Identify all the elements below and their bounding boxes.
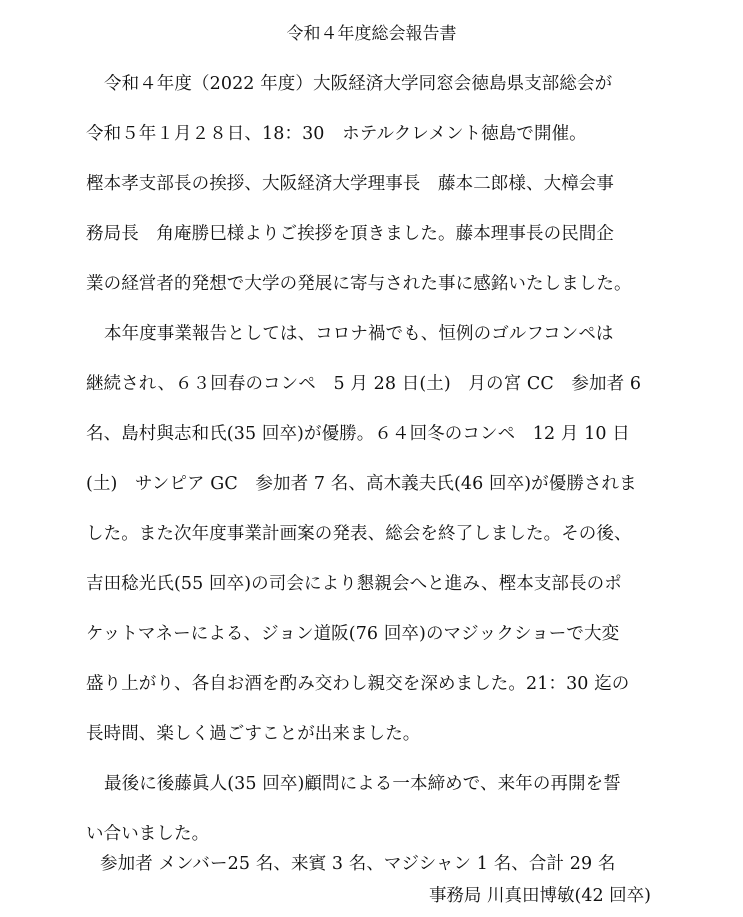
paragraph-line-16: い合いました。: [86, 824, 210, 844]
paragraph-line-12: ケットマネーによる、ジョン道阪(76 回卒)のマジックショーで大変: [86, 624, 620, 644]
paragraph-line-11: 吉田稔光氏(55 回卒)の司会により懇親会へと進み、樫本支部長のポ: [86, 574, 622, 594]
secretariat-signature: 事務局 川真田博敏(42 回卒): [428, 886, 651, 906]
paragraph-line-2: 令和５年１月２８日、18：30 ホテルクレメント徳島で開催。: [86, 124, 587, 144]
paragraph-line-1: 令和４年度（2022 年度）大阪経済大学同窓会徳島県支部総会が: [104, 74, 613, 94]
paragraph-line-15: 最後に後藤眞人(35 回卒)顧問による一本締めで、来年の再開を誓: [104, 774, 621, 794]
paragraph-line-6: 本年度事業報告としては、コロナ禍でも、恒例のゴルフコンペは: [104, 324, 614, 344]
paragraph-line-3: 樫本孝支部長の挨拶、大阪経済大学理事長 藤本二郎様、大樟会事: [86, 174, 614, 194]
paragraph-line-14: 長時間、楽しく過ごすことが出来ました。: [86, 724, 421, 744]
paragraph-line-8: 名、島村與志和氏(35 回卒)が優勝。６４回冬のコンペ 12 月 10 日: [86, 424, 630, 444]
paragraph-line-4: 務局長 角庵勝巳様よりご挨拶を頂きました。藤本理事長の民間企: [86, 224, 614, 244]
document-title: 令和４年度総会報告書: [286, 24, 457, 44]
paragraph-line-10: した。また次年度事業計画案の発表、総会を終了しました。その後、: [86, 524, 632, 544]
paragraph-line-13: 盛り上がり、各自お酒を酌み交わし親交を深めました。21：30 迄の: [86, 674, 630, 694]
paragraph-line-5: 業の経営者的発想で大学の発展に寄与された事に感銘いたしました。: [86, 274, 632, 294]
paragraph-line-9: (土) サンピア GC 参加者 7 名、高木義夫氏(46 回卒)が優勝されま: [86, 474, 637, 494]
paragraph-line-7: 継続され、６３回春のコンペ 5 月 28 日(土) 月の宮 CC 参加者 6: [86, 374, 642, 394]
attendees-summary: 参加者 メンバー25 名、来賓 3 名、マジシャン 1 名、合計 29 名: [100, 854, 616, 874]
